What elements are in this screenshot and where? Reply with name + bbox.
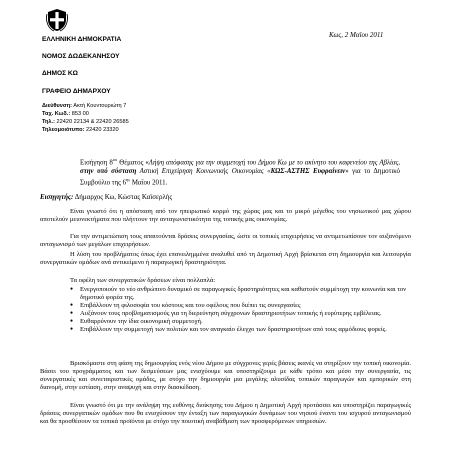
list-item: ● Επιβάλλουν τη φιλοσοφία του κόστους και του οφέλους που διέπει τις συνεργασίες: [70, 302, 412, 310]
body-paragraph: Βρισκόμαστε στη φάση της δημιουργίας ενός νέου Δήμου με σύγχρονες γερές βάσεις ικανές να στηρίξουν την τοπική οικονομία. Βάσει του προγράμματος και των δεσμεύσεων μας ενισχύουμε και υποστηρίζουμε με κάθε τρόπο και μέσο την συνεργασία, τις συνεργατικές και συνεταιριστικές ομάδες, με στόχο την δημιουργία μια μεγάλης αλυσίδας τοπικών παραγωγών και εμπορικών στη διανομή, στην εστίαση, στην αναψυχή και στην διασκέδαση.: [40, 360, 412, 392]
subject-italic: Αστική Επιχείρηση Κοινωνικής Οικονομίας «: [136, 167, 271, 175]
document-date: Κως, 2 Μαΐου 2011: [329, 31, 384, 39]
list-item: ● Επιβάλλουν την συμμετοχή των πολιτών και τον αναγκαίο έλεγχο των δραστηριοτήτων από τους αρμόδιους φορείς.: [70, 326, 412, 334]
address-line: [42, 103, 126, 111]
rapporteur-value: Δήμαρχος Κω, Κώστας Καϊσερλής: [73, 193, 173, 201]
subject-superscript: ου: [112, 157, 118, 162]
body-paragraph: Είναι γνωστό ότι με την ανάληψη της ευθύνης διοίκησης του Δήμου η Δημοτική Αρχή προτάσσει και υποστηρίζει παραγωγικές δράσεις συνεργατικών ομάδων που θα ενισχύσουν την ένταξη των παραγωγικών δυνάμεων του νησιού έναντι του ισχυρού ανταγωνισμού και θα προσθέσουν τα τοπικά προϊόντα με στόχο την ποιοτική αναβάθμιση των προσφερόμενων υπηρεσιών.: [40, 402, 411, 426]
municipality-name: ΔΗΜΟΣ ΚΩ: [42, 70, 78, 77]
rapporteur-line: [40, 193, 172, 201]
address-value: Ακτή Κουντουριώτη 7: [71, 103, 127, 109]
phone-line: [42, 119, 129, 127]
list-item: ● Ενεργοποιούν το νέο ανθρώπινο δυναμικό σε παραγωγικές δραστηριότητες και καθιστούν συμμέτοχη την κοινωνία και τον δημοτικό φορέα της.: [70, 286, 412, 302]
country-name: ΕΛΛΗΝΙΚΗ ΔΗΜΟΚΡΑΤΙΑ: [42, 36, 122, 43]
subject-paragraph: [80, 156, 400, 187]
benefits-list: [70, 286, 412, 335]
body-paragraph: Είναι γνωστό ότι η απόσταση από τον ηπειρωτικό κορμό της χώρας μας και το μικρό μέγεθος του νησιωτικού μας χώρου αποτελούν μειονεκτήματα που πλήττουν την ανταγωνιστικότητα της τοπικής μας οικονομίας.: [40, 208, 411, 224]
postcode-line: [42, 111, 89, 119]
body-paragraph: Τα οφέλη των συνεργατικών δράσεων είναι πολλαπλά:: [70, 277, 216, 284]
postcode-label: Ταχ. Κωδ.:: [42, 111, 71, 117]
subject-text: Εισήγηση 8: [80, 159, 113, 167]
subject-italic: Λήψη απόφασης για την συμμετοχή του Δήμου Κω με το ακίνητο του καφενείου της Αβλίας,: [148, 159, 400, 167]
postcode-value: 853 00: [70, 111, 89, 117]
prefecture-name: ΝΟΜΟΣ ΔΩΔΕΚΑΝΗΣΟΥ: [42, 53, 120, 60]
body-paragraph: Η λύση του προβλήματος όπως έχει επανειλημμένα αναλυθεί από τη Δημοτική Αρχή βρίσκεται στη δημιουργία και λειτουργία συνεργατικών ομάδων ανά αντικείμενο ή παραγωγική δραστηριότητα.: [40, 251, 411, 267]
list-item: ● Αυξάνουν τους προβληματισμούς για τη διερεύνηση σύγχρονων δραστηριοτήτων τοπικής ή ευρύτερης εμβέλειας.: [70, 310, 412, 318]
subject-text: Θέματος «: [117, 159, 149, 167]
fax-value: 22420 23320: [84, 127, 119, 133]
office-name: ΓΡΑΦΕΙΟ ΔΗΜΑΡΧΟΥ: [42, 88, 111, 95]
rapporteur-label: Εισηγητής:: [40, 193, 74, 201]
address-label: Διεύθυνση:: [42, 103, 72, 109]
subject-bold-italic: ΚΩΣ-ΑΣΤΗΣ Ευφραίνειν: [270, 167, 346, 175]
subject-text: » για το Δημοτικό Συμβούλιο της 6: [80, 167, 400, 187]
greek-emblem-icon: [46, 8, 68, 32]
fax-label: Τηλεομοιότυπο:: [42, 127, 85, 133]
phone-value: 22420 22134 & 22420 26585: [54, 119, 129, 125]
body-paragraph: Για την αντιμετώπιση τους απαιτούνται δράσεις συνεργασίας, ώστε οι τοπικές επιχειρήσεις να αντιμετωπίσουν τον αυξανόμενο ανταγωνισμό των μεγάλων επιχειρήσεων.: [40, 233, 411, 249]
list-item: ● Ευθαρρύνουν την ίδια οικονομική συμμετοχή.: [70, 318, 412, 326]
subject-bold-italic: στην υπό σύσταση: [80, 167, 137, 175]
phone-label: Τηλ.:: [42, 119, 55, 125]
fax-line: [42, 127, 119, 135]
subject-text: Μαΐου 2011.: [130, 179, 168, 187]
subject-superscript: ης: [126, 176, 131, 182]
